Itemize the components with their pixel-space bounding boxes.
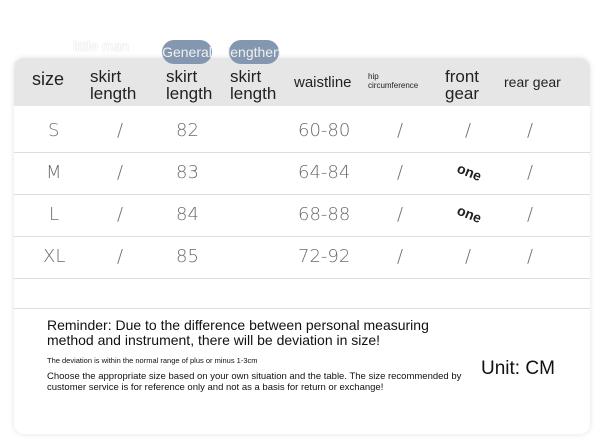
cell-waistline: 68-88 xyxy=(298,204,351,225)
deviation-text: The deviation is within the normal range of plus or minus 1-3cm xyxy=(47,356,258,365)
header-hip-circumference: hip circumference xyxy=(368,72,419,90)
header-rear-gear: rear gear xyxy=(504,74,561,90)
table-row xyxy=(14,152,590,195)
reminder-text: Reminder: Due to the difference between personal measuring method and instrument, there will be deviation in size! xyxy=(47,317,429,348)
header-front-gear: front gear xyxy=(445,67,480,103)
cell-skirt-length-1: / xyxy=(117,162,124,183)
header-skirt-length-2: skirt length xyxy=(166,67,213,103)
cell-skirt-length-2: 82 xyxy=(176,120,199,141)
tag-lengthen: lengthen xyxy=(229,40,279,64)
table-row-empty xyxy=(14,278,590,309)
tag-general: General xyxy=(162,40,212,64)
cell-skirt-length-1: / xyxy=(117,246,124,267)
cell-hip: / xyxy=(397,204,404,225)
cell-rear-gear: / xyxy=(527,204,534,225)
tag-little-man: little man xyxy=(73,38,130,54)
header-size: size xyxy=(32,69,65,89)
cell-size: L xyxy=(49,204,60,225)
cell-size: S xyxy=(48,120,60,141)
cell-waistline: 60-80 xyxy=(298,120,351,141)
cell-skirt-length-1: / xyxy=(117,204,124,225)
cell-hip: / xyxy=(397,162,404,183)
cell-front-gear: one xyxy=(454,159,484,185)
cell-size: XL xyxy=(43,246,66,267)
cell-skirt-length-1: / xyxy=(117,120,124,141)
table-row xyxy=(14,236,590,279)
header-skirt-length-1: skirt length xyxy=(90,67,137,103)
cell-waistline: 64-84 xyxy=(298,162,351,183)
cell-front-gear: / xyxy=(465,246,472,267)
cell-skirt-length-2: 85 xyxy=(176,246,199,267)
unit-label: Unit: CM xyxy=(481,358,555,379)
cell-rear-gear: / xyxy=(527,246,534,267)
cell-skirt-length-2: 84 xyxy=(176,204,199,225)
header-waistline: waistline xyxy=(294,74,352,91)
cell-skirt-length-2: 83 xyxy=(176,162,199,183)
choose-size-text: Choose the appropriate size based on your own situation and the table. The size recommended by customer service is for reference only and not as a basis for return or exchange! xyxy=(47,371,462,393)
table-row xyxy=(14,194,590,237)
notes-block xyxy=(47,318,467,393)
table-row xyxy=(14,110,590,153)
cell-hip: / xyxy=(397,246,404,267)
cell-rear-gear: / xyxy=(527,120,534,141)
cell-front-gear: one xyxy=(454,201,484,227)
cell-front-gear: / xyxy=(465,120,472,141)
cell-rear-gear: / xyxy=(527,162,534,183)
header-skirt-length-3: skirt length xyxy=(230,67,277,103)
cell-size: M xyxy=(46,162,62,183)
cell-hip: / xyxy=(397,120,404,141)
cell-waistline: 72-92 xyxy=(298,246,351,267)
